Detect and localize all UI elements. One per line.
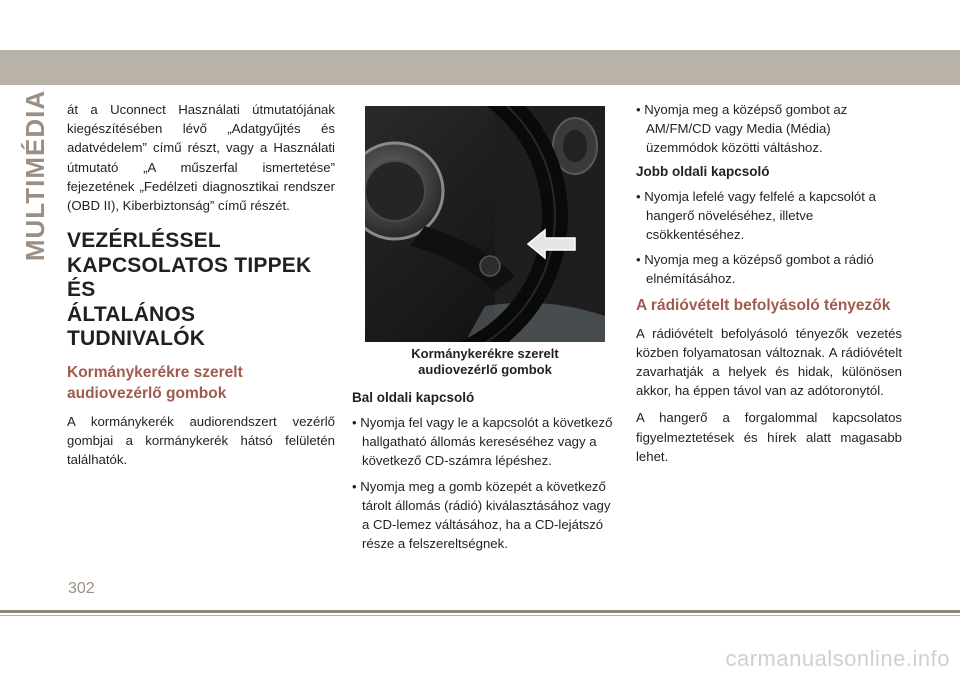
- list-item: • Nyomja meg a gomb közepét a következő tárolt állomás (rádió) kiválasztásához vagy a CD-lemez váltásához, ha a CD-lejátszó része a felszereltségnek.: [352, 478, 611, 552]
- reception-paragraph-1: A rádióvételt befolyásoló tényezők vezetés közben folyamatosan változnak. A rádióvételt zavarhatják a helyek és hidak, különösen akkor, ha éppen távol van az adótoronytól.: [636, 325, 902, 399]
- subsection-heading: Kormánykerékre szerelt audiovezérlő gombok: [67, 363, 243, 402]
- footer-rule: [0, 610, 960, 613]
- reception-paragraph-2: A hangerő a forgalommal kapcsolatos figyelmeztetések és hírek alatt magasabb lehet.: [636, 410, 902, 464]
- page-number: 302: [68, 580, 95, 597]
- figure-caption-line-2: audiovezérlő gombok: [418, 362, 552, 377]
- list-item-text: Nyomja meg a középső gombot az AM/FM/CD vagy Media (Média) üzemmódok közötti váltáshoz.: [644, 102, 848, 156]
- list-item-text: Nyomja fel vagy le a kapcsolót a következő hallgatható állomás kereséséhez vagy a következő CD-számra lépéshez.: [360, 415, 613, 469]
- section-heading-line-1: VEZÉRLÉSSEL: [67, 229, 221, 253]
- watermark: carmanualsonline.info: [725, 646, 950, 671]
- list-item: • Nyomja lefelé vagy felfelé a kapcsolót a hangerő növeléséhez, illetve csökkentéséhez.: [636, 188, 876, 243]
- list-item: • Nyomja meg a középső gombot a rádió elnémításához.: [636, 252, 874, 287]
- left-switch-heading: Bal oldali kapcsoló: [352, 390, 475, 405]
- right-switch-list: [636, 187, 902, 289]
- section-heading-line-2: KAPCSOLATOS TIPPEK ÉS: [67, 253, 312, 302]
- section-heading-line-3: ÁLTALÁNOS TUDNIVALÓK: [67, 302, 206, 351]
- list-item-text: Nyomja meg a gomb közepét a következő tárolt állomás (rádió) kiválasztásához vagy a CD-lemez váltásához, ha a CD-lejátszó része a felszereltségnek.: [360, 478, 611, 552]
- list-item-text: Nyomja meg a középső gombot a rádió elnémításához.: [644, 252, 874, 287]
- figure-caption: [365, 346, 605, 378]
- column-3: [636, 100, 902, 466]
- intro-paragraph: át a Uconnect Használati útmutatójának kiegészítésében lévő „Adatgyűjtés és adatvédelem” című részt, vagy a Használati útmutató „A műszerfal ismertetése” fejezetének „Fedélzeti diagnosztikai rendszer (OBD II), Kiberbiztonság” című részét.: [67, 102, 335, 214]
- header-band: [0, 50, 960, 85]
- left-switch-list: [352, 413, 616, 553]
- right-switch-heading: Jobb oldali kapcsoló: [636, 163, 770, 179]
- side-label-text: MULTIMÉDIA: [20, 89, 51, 261]
- list-item: • Nyomja meg a középső gombot az AM/FM/CD vagy Media (Média) üzemmódok közötti váltáshoz.: [636, 102, 848, 156]
- list-item: • Nyomja fel vagy le a kapcsolót a következő hallgatható állomás kereséséhez vagy a következő CD-számra lépéshez.: [352, 415, 613, 469]
- mode-switch-list: [636, 100, 902, 158]
- column-1: [67, 100, 335, 469]
- section-side-label: [20, 89, 51, 261]
- steering-wheel-illustration: [365, 106, 605, 342]
- section-heading: [67, 229, 335, 352]
- reception-heading: A rádióvételt befolyásoló tényezők: [636, 296, 891, 314]
- body-paragraph: A kormánykerék audiorendszert vezérlő gombjai a kormánykerék hátsó felületén találhatók.: [67, 413, 335, 468]
- steering-wheel-photo: [365, 106, 605, 342]
- list-item-text: Nyomja lefelé vagy felfelé a kapcsolót a hangerő növeléséhez, illetve csökkentéséhez.: [644, 188, 876, 243]
- figure-caption-line-1: Kormánykerékre szerelt: [411, 346, 559, 361]
- left-switch-section: [352, 390, 616, 559]
- footer-rule-thin: [0, 615, 960, 616]
